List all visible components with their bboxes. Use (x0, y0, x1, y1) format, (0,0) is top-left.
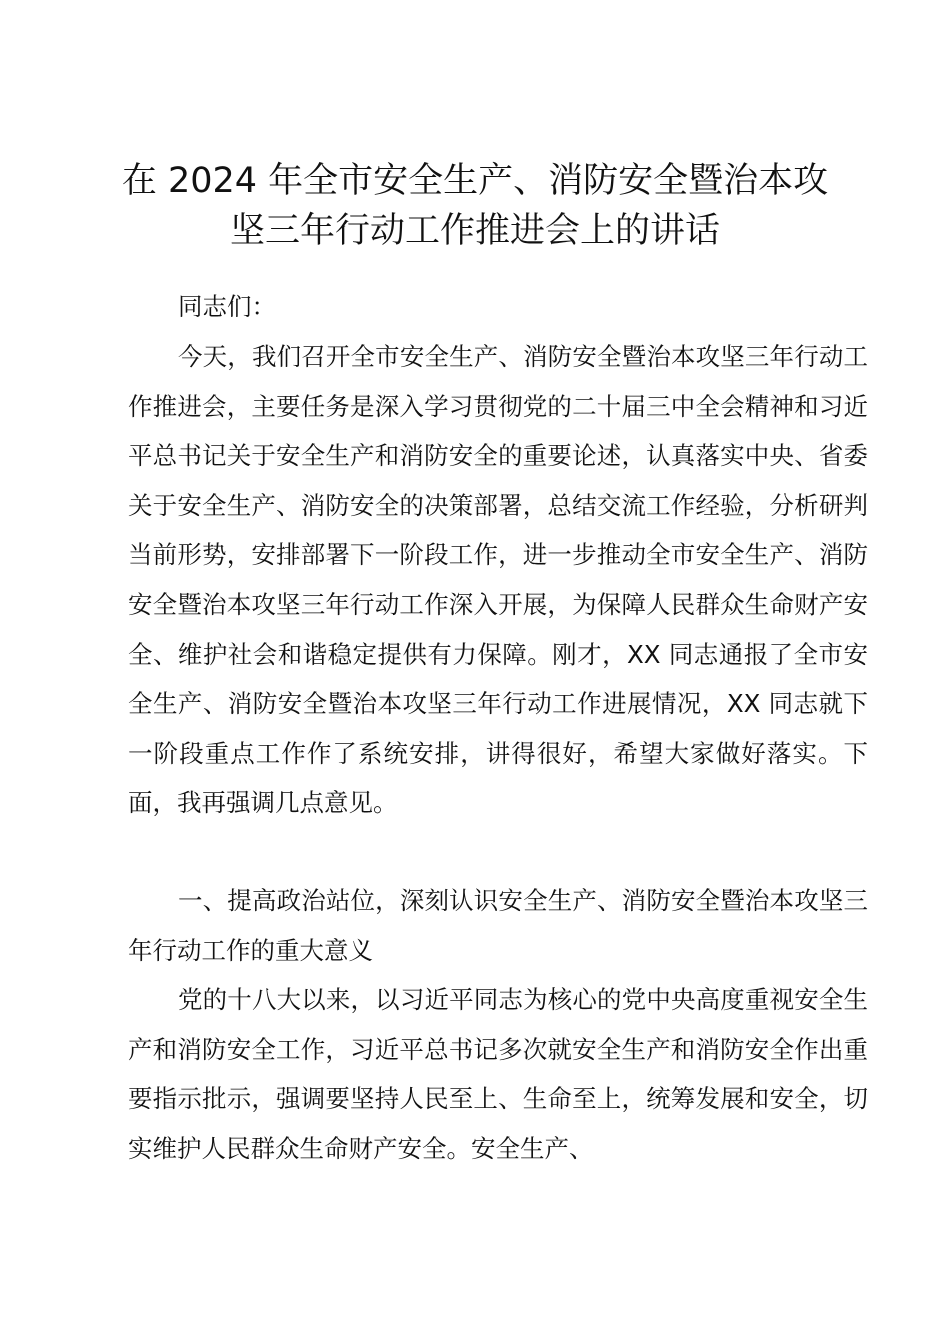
section-heading-1: 一、提高政治站位，深刻认识安全生产、消防安全暨治本攻坚三年行动工作的重大意义 (128, 886, 868, 965)
greeting: 同志们： (178, 292, 276, 321)
paragraph-section-1: 党的十八大以来，以习近平同志为核心的党中央高度重视安全生产和消防安全工作，习近平总书记多次就安全生产和消防安全作出重要指示批示，强调要坚持人民至上、生命至上，统筹发展和安全，切实维护人民群众生命财产安全。安全生产、 (128, 985, 868, 1163)
paragraph-opening: 今天，我们召开全市安全生产、消防安全暨治本攻坚三年行动工作推进会，主要任务是深入学习贯彻党的二十届三中全会精神和习近平总书记关于安全生产和消防安全的重要论述，认真落实中央、省委关于安全生产、消防安全的决策部署，总结交流工作经验，分析研判当前形势，安排部署下一阶段工作，进一步推动全市安全生产、消防安全暨治本攻坚三年行动工作深入开展，为保障人民群众生命财产安全、维护社会和谐稳定提供有力保障。刚才，XX 同志通报了全市安全生产、消防安全暨治本攻坚三年行动工作进展情况，XX 同志就下一阶段重点工作作了系统安排，讲得很好，希望大家做好落实。下面，我再强调几点意见。 (128, 342, 868, 818)
document-title-line-1: 在 2024 年全市安全生产、消防安全暨治本攻 (121, 161, 829, 201)
document-title-line-2: 坚三年行动工作推进会上的讲话 (229, 211, 720, 251)
